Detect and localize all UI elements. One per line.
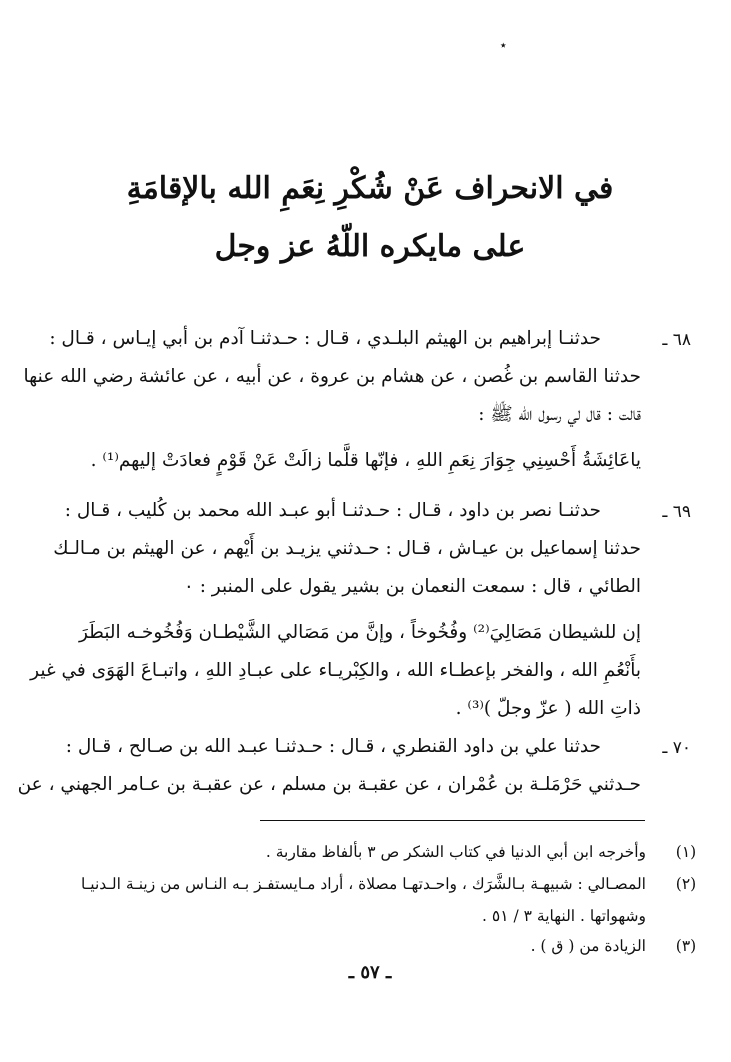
footnote-text: وشهواتها . النهاية ٣ / ٥١ . [482,907,646,925]
footnote-number: (٣) [675,937,697,955]
footnote-separator [260,820,645,821]
footnote-text: وأخرجه ابن أبي الدنيا في كتاب الشكر ص ٣ بألفاظ مقاربة . [265,843,646,861]
entry-number: ٦٨ ـ [662,330,691,350]
entry-number: ٦٩ ـ [662,502,691,522]
entry-line: حدثنا إسماعيل بن عيـاش ، قـال : حـدثني يزيـد بن أَيْهم ، عن الهيثم بن مـالـك [53,538,641,559]
footnote-number: (٢) [675,875,697,893]
entry-line: الطائي ، قال : سمعت النعمان بن بشير يقول على المنبر : ٠ [183,576,641,597]
footnote [86,836,697,868]
hadith-quote: بأَنْعُمِ الله ، والفخر بإعطـاء الله ، والكِبْريـاء على عبـادِ اللهِ ، واتبـاعَ الهَوَى في غير [30,660,641,681]
entry-number: ٧٠ ـ [662,738,691,758]
hadith-entry-70 [17,728,641,804]
hadith-quote: ياعَائِشَةُ أَحْسِنِي جِوَارَ نِعَمِ اللهِ ، فإنّها قلَّما زالَتْ عَنْ قَوْمٍ فعادَتْ إليهم⁽¹⁾ . [90,450,641,471]
footnote-text: الزيادة من ( ق ) . [530,937,646,955]
page-number: ـ ٥٧ ـ [348,962,392,983]
chapter-title [90,160,650,276]
hadith-entry-69 [30,492,641,728]
footnote-text: المصـالي : شبيهـة بـالشَّرَك ، واحـدتهـا مصلاة ، أراد مـايستفـز بـه النـاس من زينـة الـدنيـا [81,875,646,893]
hadith-quote: ذاتِ الله ( عزّ وجلّ )⁽³⁾ . [455,698,641,719]
footnote-number: (١) [675,843,697,861]
title-line-2: على مايكره اللّهُ عز وجل [214,229,526,264]
footnote [86,930,697,962]
top-mark: ٭ [500,38,507,52]
entry-line: قالت : قال لي رسول الله ﷺ : [478,404,641,425]
entry-line: حدثنا القاسم بن غُصن ، عن هشام بن عروة ، عن أبيه ، عن عائشة رضي الله عنها [23,366,641,387]
entry-line: حـدثني حَرْمَلـة بن عُمْران ، عن عقبـة بن مسلم ، عن عقبـة بن عـامر الجهني ، عن [17,774,641,795]
entry-line: حدثنـا إبراهيم بن الهيثم البلـدي ، قـال : حـدثنـا آدم بن أبي إيـاس ، قـال : [49,328,601,349]
hadith-quote: إن للشيطان مَصَالِيَ⁽²⁾ وفُخُوخاً ، وإنَّ من مَصَالي الشَّيْطـان وَفُخُوخـه البَطَرَ [78,622,641,643]
footnote [81,868,697,932]
entry-line: حدثنـا نصر بن داود ، قـال : حـدثنـا أبو عبـد الله محمد بن كُليب ، قـال : [64,500,601,521]
hadith-entry-68 [23,320,641,480]
entry-line: حدثنا علي بن داود القنطري ، قـال : حـدثنـا عبـد الله بن صـالح ، قـال : [65,736,601,757]
title-line-1: في الانحراف عَنْ شُكْرِ نِعَمِ الله بالإقامَةِ [126,171,614,206]
